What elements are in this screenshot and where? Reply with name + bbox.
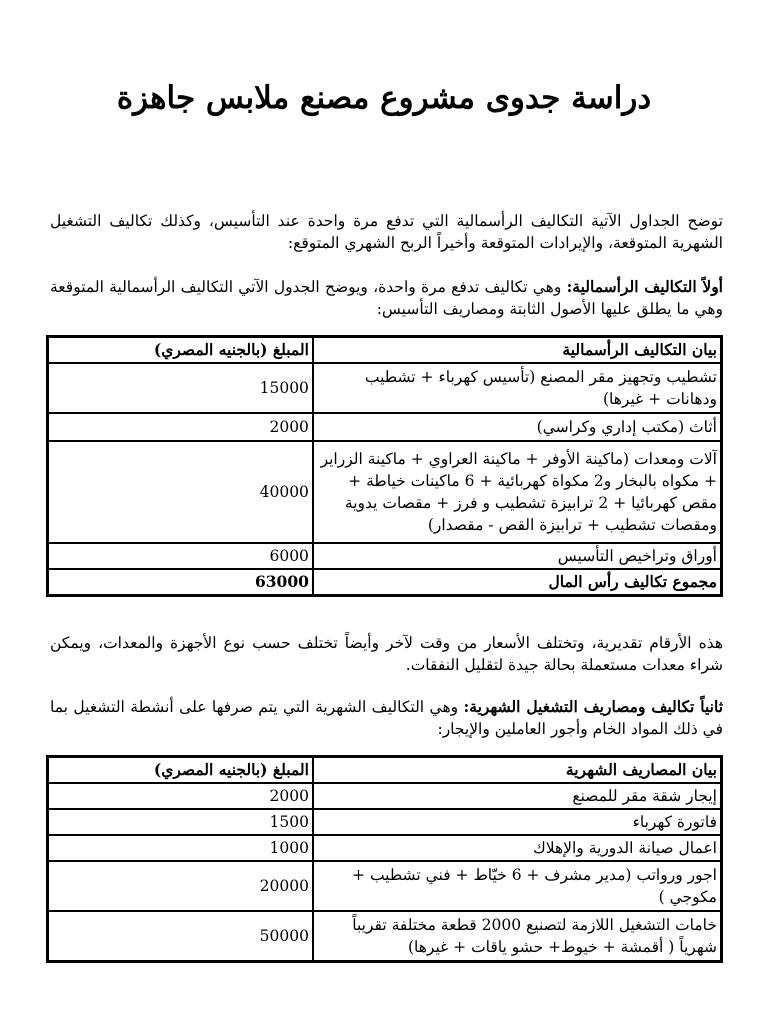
row-amount: 1000 (48, 835, 313, 861)
section2-text: وهي التكاليف الشهرية التي يتم صرفها على أنشطة التشغيل بما في ذلك المواد الخام وأجور العاملين والإيجار: (50, 698, 723, 738)
table-row (48, 441, 721, 543)
row-description: أوراق وتراخيص التأسيس (313, 543, 721, 569)
table-header-row (48, 757, 721, 783)
total-description: مجموع تكاليف رأس المال (313, 569, 721, 595)
row-amount: 15000 (48, 363, 313, 413)
section1-heading: أولاً التكاليف الرأسمالية: (566, 277, 723, 296)
section2-heading: ثانياً تكاليف ومصاريف التشغيل الشهرية: (463, 697, 724, 716)
section1-text: وهي تكاليف تدفع مرة واحدة، ويوضح الجدول الآتي التكاليف الرأسمالية المتوقعة وهي ما يطلق عليها الأصول الثابتة ومصاريف التأسيس: (50, 278, 723, 318)
row-description: اجور ورواتب (مدير مشرف + 6 خيّاط + فني تشطيب + مكوجي ) (313, 861, 721, 911)
row-amount: 2000 (48, 413, 313, 441)
note-paragraph: هذه الأرقام تقديرية، وتختلف الأسعار من وقت لآخر وأيضاً تختلف حسب نوع الأجهزة والمعدات، ويمكن شراء معدات مستعملة بحالة جيدة لتقليل النفقات. (50, 634, 723, 674)
row-amount: 40000 (48, 441, 313, 543)
row-description: فاتورة كهرباء (313, 809, 721, 835)
capital-costs-table (46, 335, 723, 597)
page-title: دراسة جدوى مشروع مصنع ملابس جاهزة (116, 80, 652, 116)
table-row (48, 911, 721, 961)
section2-paragraph (50, 696, 723, 740)
row-amount: 2000 (48, 783, 313, 809)
header-description: بيان التكاليف الرأسمالية (313, 337, 721, 363)
row-description: إيجار شقة مقر للمصنع (313, 783, 721, 809)
table-header-row (48, 337, 721, 363)
row-description: أثاث (مكتب إداري وكراسي) (313, 413, 721, 441)
table-row (48, 363, 721, 413)
row-amount: 6000 (48, 543, 313, 569)
table-total-row (48, 569, 721, 595)
table-row (48, 543, 721, 569)
table-row (48, 783, 721, 809)
row-amount: 20000 (48, 861, 313, 911)
header-description: بيان المصاريف الشهرية (313, 757, 721, 783)
row-description: اعمال صيانة الدورية والإهلاك (313, 835, 721, 861)
row-description: تشطيب وتجهيز مقر المصنع (تأسيس كهرباء + تشطيب ودهانات + غيرها) (313, 363, 721, 413)
row-description: آلات ومعدات (ماكينة الأوفر + ماكينة العراوي + ماكينة الزراير + مكواه بالبخار و2 مكواة كهربائية + 6 ماكينات خياطة + مقص كهربائيا + 2 ترابيزة تشطيب و فرز + مقصات يدوية ومقصات تشطيب + ترابيزة القص - مقصدار) (313, 441, 721, 543)
monthly-expenses-table (46, 755, 723, 963)
row-amount: 50000 (48, 911, 313, 961)
table-row (48, 861, 721, 911)
section1-paragraph (50, 276, 723, 320)
header-amount: المبلغ (بالجنيه المصري) (48, 337, 313, 363)
intro-paragraph: توضح الجداول الآتية التكاليف الرأسمالية التي تدفع مرة واحدة عند التأسيس، وكذلك تكاليف التشغيل الشهرية المتوقعة، والإيرادات المتوقعة وأخيراً الربح الشهري المتوقع: (50, 212, 723, 252)
table-row (48, 809, 721, 835)
row-amount: 1500 (48, 809, 313, 835)
table-row (48, 835, 721, 861)
header-amount: المبلغ (بالجنيه المصري) (48, 757, 313, 783)
table-row (48, 413, 721, 441)
row-description: خامات التشغيل اللازمة لتصنيع 2000 قطعة مختلفة تقريباً شهرياً ( أقمشة + خيوط+ حشو ياقات + غيرها) (313, 911, 721, 961)
total-amount: 63000 (48, 569, 313, 595)
